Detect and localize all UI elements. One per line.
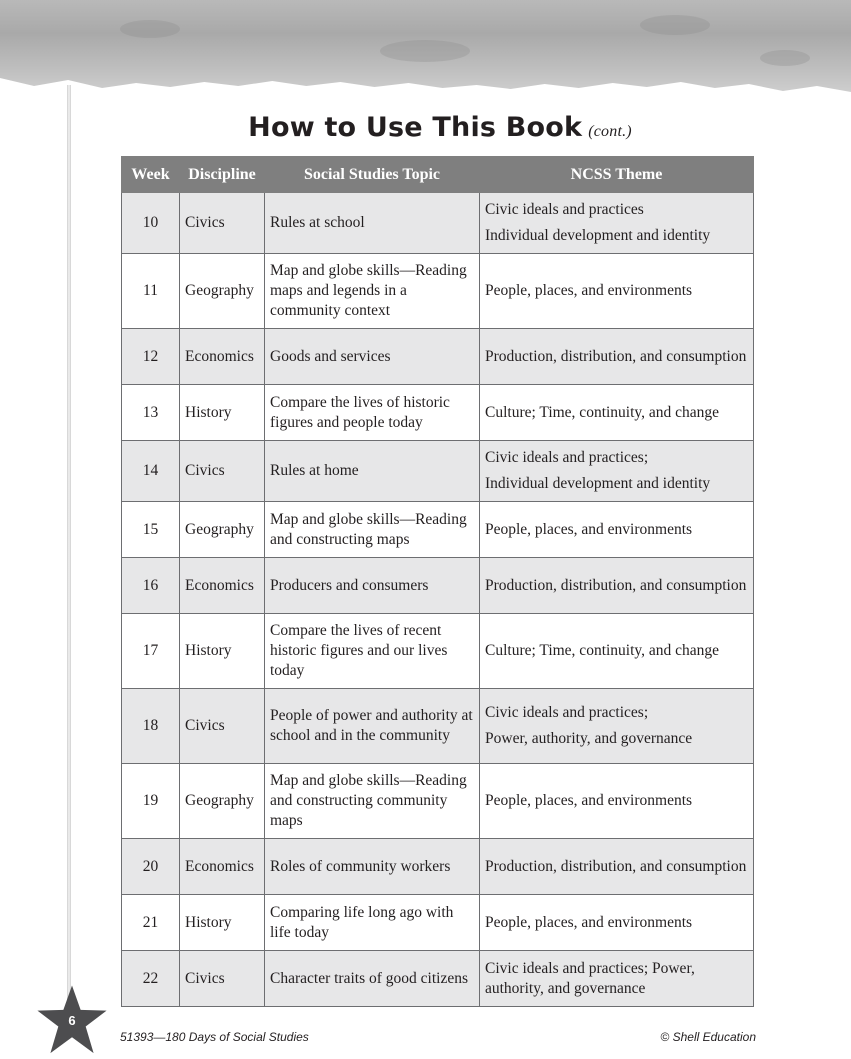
topic-cell: Character traits of good citizens <box>265 951 480 1007</box>
ncss-theme-line: Civic ideals and practices; Power, authority, and governance <box>485 959 695 997</box>
header-ncss-theme: NCSS Theme <box>480 157 754 193</box>
discipline-cell: Civics <box>180 441 265 502</box>
topic-cell: People of power and authority at school and in the community <box>265 689 480 764</box>
ncss-theme-cell <box>480 193 754 254</box>
torn-paper-header-band <box>0 0 851 95</box>
ncss-theme-line: Civic ideals and practices; <box>485 704 649 721</box>
topic-cell: Map and globe skills—Reading and constructing maps <box>265 502 480 558</box>
ncss-theme-line: Production, distribution, and consumption <box>485 576 747 594</box>
topic-cell: Compare the lives of recent historic figures and our lives today <box>265 614 480 689</box>
ncss-theme-cell <box>480 254 754 329</box>
ncss-theme-line: People, places, and environments <box>485 913 693 931</box>
table-body <box>122 193 754 1007</box>
table-row <box>122 502 754 558</box>
ncss-theme-line: Individual development and identity <box>485 475 711 492</box>
ncss-theme-cell <box>480 895 754 951</box>
page-title <box>0 112 851 143</box>
ncss-theme-line: Power, authority, and governance <box>485 730 693 747</box>
discipline-cell: History <box>180 895 265 951</box>
week-cell: 17 <box>122 614 180 689</box>
topic-cell: Map and globe skills—Reading maps and legends in a community context <box>265 254 480 329</box>
page-number: 6 <box>68 1013 76 1028</box>
table-row <box>122 193 754 254</box>
ncss-theme-cell <box>480 764 754 839</box>
ncss-theme-cell <box>480 329 754 385</box>
discipline-cell: Geography <box>180 502 265 558</box>
week-cell: 12 <box>122 329 180 385</box>
table-row <box>122 558 754 614</box>
page-title-text: How to Use This Book <box>248 112 583 143</box>
page-title-suffix: (cont.) <box>588 123 632 140</box>
discipline-cell: Geography <box>180 254 265 329</box>
header-topic: Social Studies Topic <box>265 157 480 193</box>
ncss-theme-line: Civic ideals and practices <box>485 201 644 218</box>
ncss-theme-line: Culture; Time, continuity, and change <box>485 642 720 659</box>
topic-cell: Roles of community workers <box>265 839 480 895</box>
discipline-cell: Economics <box>180 839 265 895</box>
discipline-cell: Economics <box>180 329 265 385</box>
table-row <box>122 441 754 502</box>
topic-cell: Rules at home <box>265 441 480 502</box>
topic-cell: Goods and services <box>265 329 480 385</box>
discipline-cell: Economics <box>180 558 265 614</box>
ncss-theme-cell <box>480 441 754 502</box>
week-cell: 21 <box>122 895 180 951</box>
header-week: Week <box>122 157 180 193</box>
ncss-theme-cell <box>480 689 754 764</box>
ncss-theme-line: Production, distribution, and consumption <box>485 857 747 875</box>
discipline-cell: Civics <box>180 689 265 764</box>
ncss-theme-cell <box>480 502 754 558</box>
ncss-theme-cell <box>480 385 754 441</box>
left-margin-rule <box>67 85 71 1005</box>
ncss-theme-cell <box>480 839 754 895</box>
table-row <box>122 895 754 951</box>
ncss-theme-line: Culture; Time, continuity, and change <box>485 403 720 421</box>
week-cell: 14 <box>122 441 180 502</box>
table-row <box>122 689 754 764</box>
week-cell: 16 <box>122 558 180 614</box>
ncss-theme-line: People, places, and environments <box>485 792 693 809</box>
week-cell: 18 <box>122 689 180 764</box>
topic-cell: Comparing life long ago with life today <box>265 895 480 951</box>
table-row <box>122 839 754 895</box>
ncss-theme-cell <box>480 614 754 689</box>
week-cell: 11 <box>122 254 180 329</box>
week-cell: 19 <box>122 764 180 839</box>
discipline-cell: History <box>180 614 265 689</box>
week-cell: 22 <box>122 951 180 1007</box>
discipline-cell: History <box>180 385 265 441</box>
topic-cell: Map and globe skills—Reading and constructing community maps <box>265 764 480 839</box>
ncss-theme-line: Individual development and identity <box>485 227 711 244</box>
table-row <box>122 329 754 385</box>
topic-cell: Compare the lives of historic figures and people today <box>265 385 480 441</box>
table-header-row <box>122 157 754 193</box>
week-cell: 13 <box>122 385 180 441</box>
table-row <box>122 951 754 1007</box>
discipline-cell: Civics <box>180 193 265 254</box>
week-cell: 20 <box>122 839 180 895</box>
ncss-theme-line: Civic ideals and practices; <box>485 449 649 466</box>
topic-cell: Rules at school <box>265 193 480 254</box>
ncss-theme-cell <box>480 558 754 614</box>
table-row <box>122 764 754 839</box>
topic-cell: Producers and consumers <box>265 558 480 614</box>
footer-book-title: 51393—180 Days of Social Studies <box>120 1030 309 1044</box>
table-row <box>122 254 754 329</box>
header-discipline: Discipline <box>180 157 265 193</box>
week-cell: 10 <box>122 193 180 254</box>
ncss-theme-line: People, places, and environments <box>485 282 693 299</box>
table-row <box>122 385 754 441</box>
table-row <box>122 614 754 689</box>
ncss-theme-line: People, places, and environments <box>485 520 693 538</box>
weekly-topics-table <box>121 156 754 1007</box>
discipline-cell: Civics <box>180 951 265 1007</box>
week-cell: 15 <box>122 502 180 558</box>
discipline-cell: Geography <box>180 764 265 839</box>
ncss-theme-cell <box>480 951 754 1007</box>
ncss-theme-line: Production, distribution, and consumption <box>485 347 747 365</box>
footer-publisher: © Shell Education <box>660 1030 756 1044</box>
